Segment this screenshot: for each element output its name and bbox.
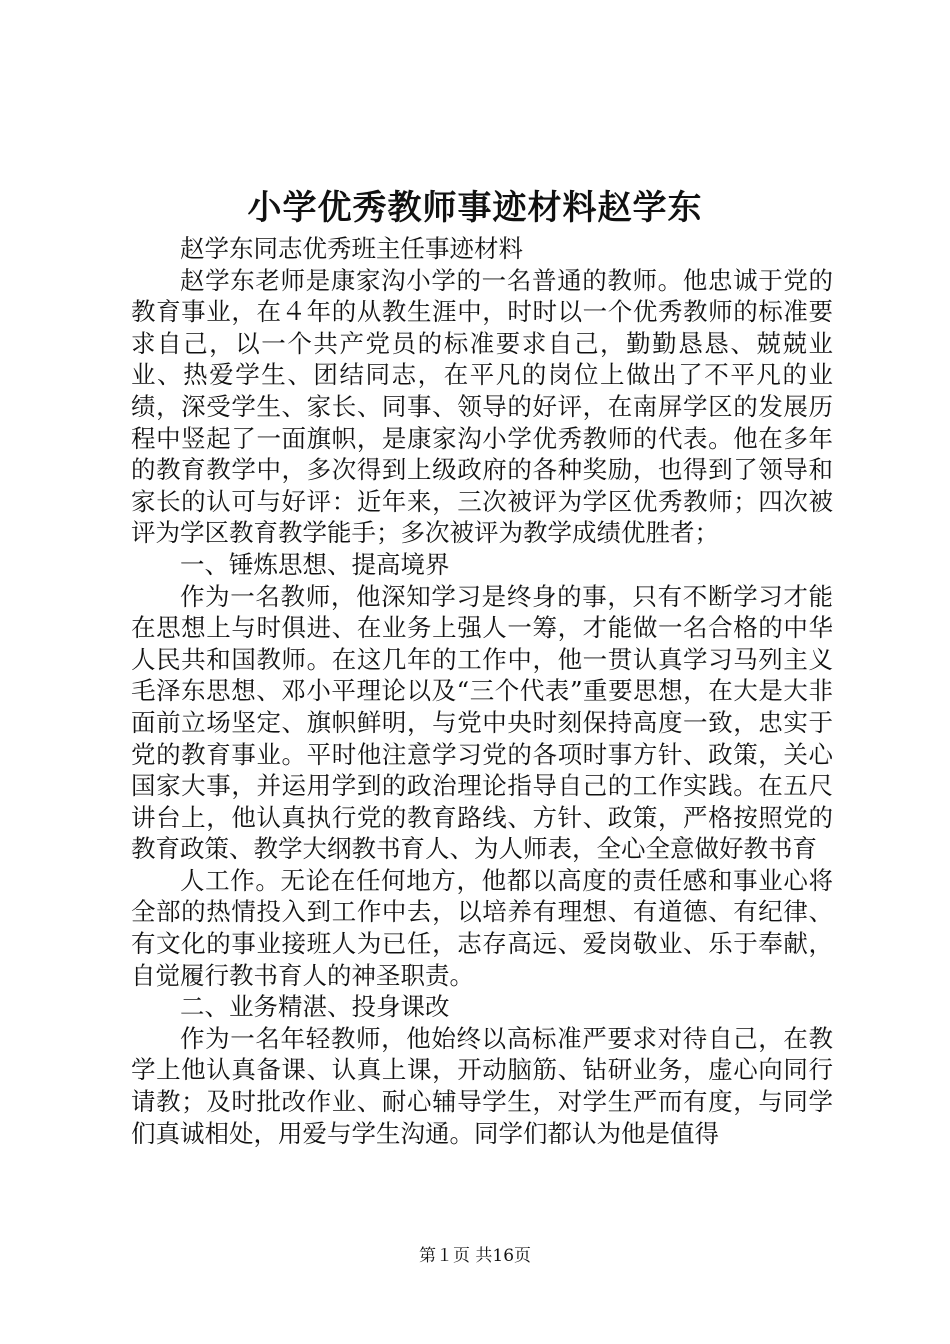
paragraph-section-2: 作为一名年轻教师，他始终以高标准严要求对待自己，在教学上他认真备课、认真上课，开动脑筋、钻研业务，虚心向同行请教；及时批改作业、耐心辅导学生，对学生严而有度，与同学们真诚相处，用爱与学生沟通。同学们都认为他是值得 <box>131 1023 833 1148</box>
page-number-footer: 第１页 共16页 <box>418 1246 532 1266</box>
paragraph-intro: 赵学东老师是康家沟小学的一名普通的教师。他忠诚于党的教育事业，在４年的从教生涯中，时时以一个优秀教师的标准要求自己，以一个共产党员的标准要求自己，勤勤恳恳、兢兢业业、热爱学生、团结同志，在平凡的岗位上做出了不平凡的业绩，深受学生、家长、同事、领导的好评，在南屏学区的发展历程中竖起了一面旗帜，是康家沟小学优秀教师的代表。他在多年的教育教学中，多次得到上级政府的各种奖励，也得到了领导和家长的认可与好评：近年来，三次被评为学区优秀教师；四次被评为学区教育教学能手；多次被评为教学成绩优胜者； <box>131 265 833 548</box>
section-heading-1: 一、锤炼思想、提高境界 <box>180 549 450 579</box>
document-body <box>131 233 833 1149</box>
paragraph-section-1: 作为一名教师，他深知学习是终身的事，只有不断学习才能在思想上与时俱进、在业务上强人一筹，才能做一名合格的中华人民共和国教师。在这几年的工作中，他一贯认真学习马列主义毛泽东思想、邓小平理论以及“三个代表”重要思想，在大是大非面前立场坚定、旗帜鲜明，与党中央时刻保持高度一致，忠实于党的教育事业。平时他注意学习党的各项时事方针、政策，关心国家大事，并运用学到的政治理论指导自己的工作实践。在五尺讲台上，他认真执行党的教育路线、方针、政策，严格按照党的教育政策、教学大纲教书育人、为人师表，全心全意做好教书育 <box>131 581 833 864</box>
document-title: 小学优秀教师事迹材料赵学东 <box>247 188 703 228</box>
section-heading-2: 二、业务精湛、投身课改 <box>180 992 450 1022</box>
paragraph-subtitle: 赵学东同志优秀班主任事迹材料 <box>180 234 523 263</box>
paragraph-section-1-continued: 人工作。无论在任何地方，他都以高度的责任感和事业心将全部的热情投入到工作中去，以培养有理想、有道德、有纪律、有文化的事业接班人为已任，志存高远、爱岗敬业、乐于奉献，自觉履行教书育人的神圣职责。 <box>131 865 833 990</box>
